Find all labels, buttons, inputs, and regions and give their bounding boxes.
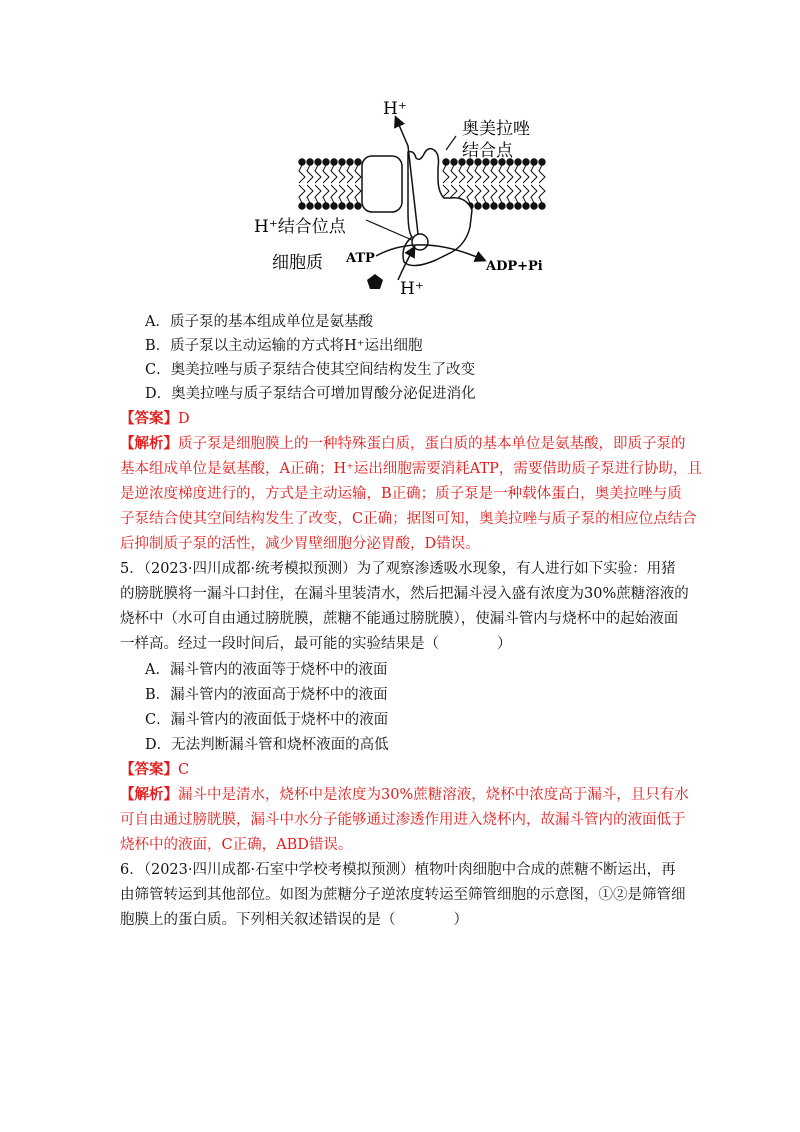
lipid-head [523,159,529,165]
q5-answer-value: C [178,762,190,778]
lipid-tail [483,185,489,203]
lipid-head [355,159,361,165]
lipid-tail [507,165,513,183]
q5-analysis-line-1 [120,783,700,807]
q5-option-a: A．漏斗管内的液面等于烧杯中的液面 [145,662,388,678]
lipid-tail [467,185,473,203]
q4-answer [120,407,700,431]
channel-protein [362,156,402,212]
q4-option-a: A．质子泵的基本组成单位是氨基酸 [145,314,373,330]
q5-stem-line-3: 烧杯中（水可自由通过膀胱膜，蔗糖不能通过膀胱膜），使漏斗管内与烧杯中的起始液面 [120,611,679,627]
q4-analysis-line-4: 子泵结合使其空间结构发生了改变，C正确；据图可知，奥美拉唑与质子泵的相应位点结合 [120,511,697,527]
lipid-tail [499,165,505,183]
lipid-head [323,203,329,209]
lipid-head [451,159,457,165]
lipid-tail [523,165,529,183]
lipid-tail [355,165,361,183]
lipid-tail [315,185,321,203]
lipid-tail [315,165,321,183]
q4-answer-label: 【答案】 [120,410,178,427]
lipid-tail [515,165,521,183]
lipid-tail [483,165,489,183]
q5-option-b: B．漏斗管内的液面高于烧杯中的液面 [145,687,388,703]
lipid-tail [355,185,361,203]
h-binding-site-icon [412,234,428,250]
lipid-tail [515,185,521,203]
q4-analysis-text-1: 质子泵是细胞膜上的一种特殊蛋白质，蛋白质的基本单位是氨基酸，即质子泵的 [178,436,686,452]
q4-option-d: D．奥美拉唑与质子泵结合可增加胃酸分泌促进消化 [145,386,476,402]
cytoplasm-label: 细胞质 [272,253,323,273]
lipid-tail [539,185,545,203]
lipid-tail [323,165,329,183]
lipid-head [299,203,305,209]
lipid-tail [339,165,345,183]
q5-analysis-line-2: 可自由通过膀胱膜，漏斗中水分子能够通过渗透作用进入烧杯内，故漏斗管内的液面低于 [120,812,686,828]
lipid-head [507,203,513,209]
q4-analysis-line-2: 基本组成单位是氨基酸，A正确；H⁺运出细胞需要消耗ATP，需要借助质子泵进行协助，且 [120,461,702,477]
lipid-head [339,203,345,209]
site-pointer-line [366,220,412,240]
lipid-tail [499,185,505,203]
h-top-label: H⁺ [383,99,407,119]
lipid-tail [507,185,513,203]
lipid-tail [539,165,545,183]
lipid-head [531,159,537,165]
lipid-head [307,159,313,165]
lipid-tail [491,185,497,203]
lipid-head [299,159,305,165]
lipid-head [315,159,321,165]
lipid-head [499,203,505,209]
lipid-tail [347,165,353,183]
proton-pump-diagram [254,92,570,310]
q4-analysis-line-5: 后抑制质子泵的活性，减少胃壁细胞分泌胃酸，D错误。 [120,536,480,552]
lipid-tail [443,165,449,183]
lipid-head [331,159,337,165]
q5-option-d: D．无法判断漏斗管和烧杯液面的高低 [145,737,389,753]
q5-answer-label: 【答案】 [120,761,178,778]
lipid-bilayer-left [299,159,361,209]
lipid-tail [451,165,457,183]
lipid-head [523,203,529,209]
lipid-head [539,203,545,209]
q4-option-b: B．质子泵以主动运输的方式将H⁺运出细胞 [145,338,423,354]
q5-stem-line-1: 5．（2023·四川成都·统考模拟预测）为了观察渗透吸水现象，有人进行如下实验：用猪 [120,561,676,577]
q5-stem-line-2: 的膀胱膜将一漏斗口封住，在漏斗里装清水，然后把漏斗浸入盛有浓度为30%蔗糖溶液的 [120,586,689,602]
lipid-head [443,159,449,165]
lipid-head [307,203,313,209]
q4-analysis-line-3: 是逆浓度梯度进行的，方式是主动运输，B正确；质子泵是一种载体蛋白，奥美拉唑与质 [120,486,682,502]
lipid-head [347,159,353,165]
lipid-tail [307,165,313,183]
pentagon-molecule-icon [367,274,383,289]
q6-stem-line-3: 胞膜上的蛋白质。下列相关叙述错误的是（ ） [120,912,468,928]
q5-analysis-label: 【解析】 [120,786,178,803]
lipid-head [315,203,321,209]
drug-pointer-line [446,136,456,150]
q6-stem-line-1: 6．（2023·四川成都·石室中学校考模拟预测）植物叶肉细胞中合成的蔗糖不断运出，再 [120,862,676,878]
lipid-head [483,203,489,209]
adp-label: ADP+Pi [486,259,543,274]
lipid-tail [475,185,481,203]
drug-site-label-2: 结合点 [462,141,513,161]
q5-stem-line-4: 一样高。经过一段时间后，最可能的实验结果是（ ） [120,636,512,652]
q5-answer [120,758,700,782]
lipid-tail [491,165,497,183]
lipid-head [323,159,329,165]
lipid-tail [459,165,465,183]
q5-analysis-line-3: 烧杯中的液面，C正确，ABD错误。 [120,837,353,853]
q5-option-c: C．漏斗管内的液面低于烧杯中的液面 [145,712,389,728]
h-bottom-label: H⁺ [400,279,424,299]
q6-stem-line-2: 由筛管转运到其他部位。如图为蔗糖分子逆浓度转运至筛管细胞的示意图，①②是筛管细 [120,887,686,903]
lipid-tail [331,185,337,203]
drug-site-label-1: 奥美拉唑 [462,119,530,139]
q4-analysis-label: 【解析】 [120,435,178,452]
h-site-label: H⁺结合位点 [254,217,346,237]
lipid-head [539,159,545,165]
q4-answer-value: D [178,411,190,427]
lipid-head [491,203,497,209]
lipid-tail [299,165,305,183]
lipid-head [331,203,337,209]
lipid-tail [475,165,481,183]
lipid-head [515,159,521,165]
lipid-tail [467,165,473,183]
lipid-tail [323,185,329,203]
lipid-head [355,203,361,209]
atp-label: ATP [346,251,375,266]
lipid-tail [347,185,353,203]
lipid-head [515,203,521,209]
q5-analysis-text-1: 漏斗中是清水，烧杯中是浓度为30%蔗糖溶液，烧杯中浓度高于漏斗，且只有水 [178,787,689,803]
lipid-head [347,203,353,209]
lipid-head [475,203,481,209]
lipid-tail [339,185,345,203]
lipid-tail [531,165,537,183]
lipid-tail [331,165,337,183]
lipid-tail [299,185,305,203]
lipid-head [339,159,345,165]
q4-analysis-line-1 [120,432,700,456]
lipid-tail [523,185,529,203]
q4-option-c: C．奥美拉唑与质子泵结合使其空间结构发生了改变 [145,362,476,378]
lipid-head [531,203,537,209]
lipid-tail [307,185,313,203]
lipid-tail [531,185,537,203]
